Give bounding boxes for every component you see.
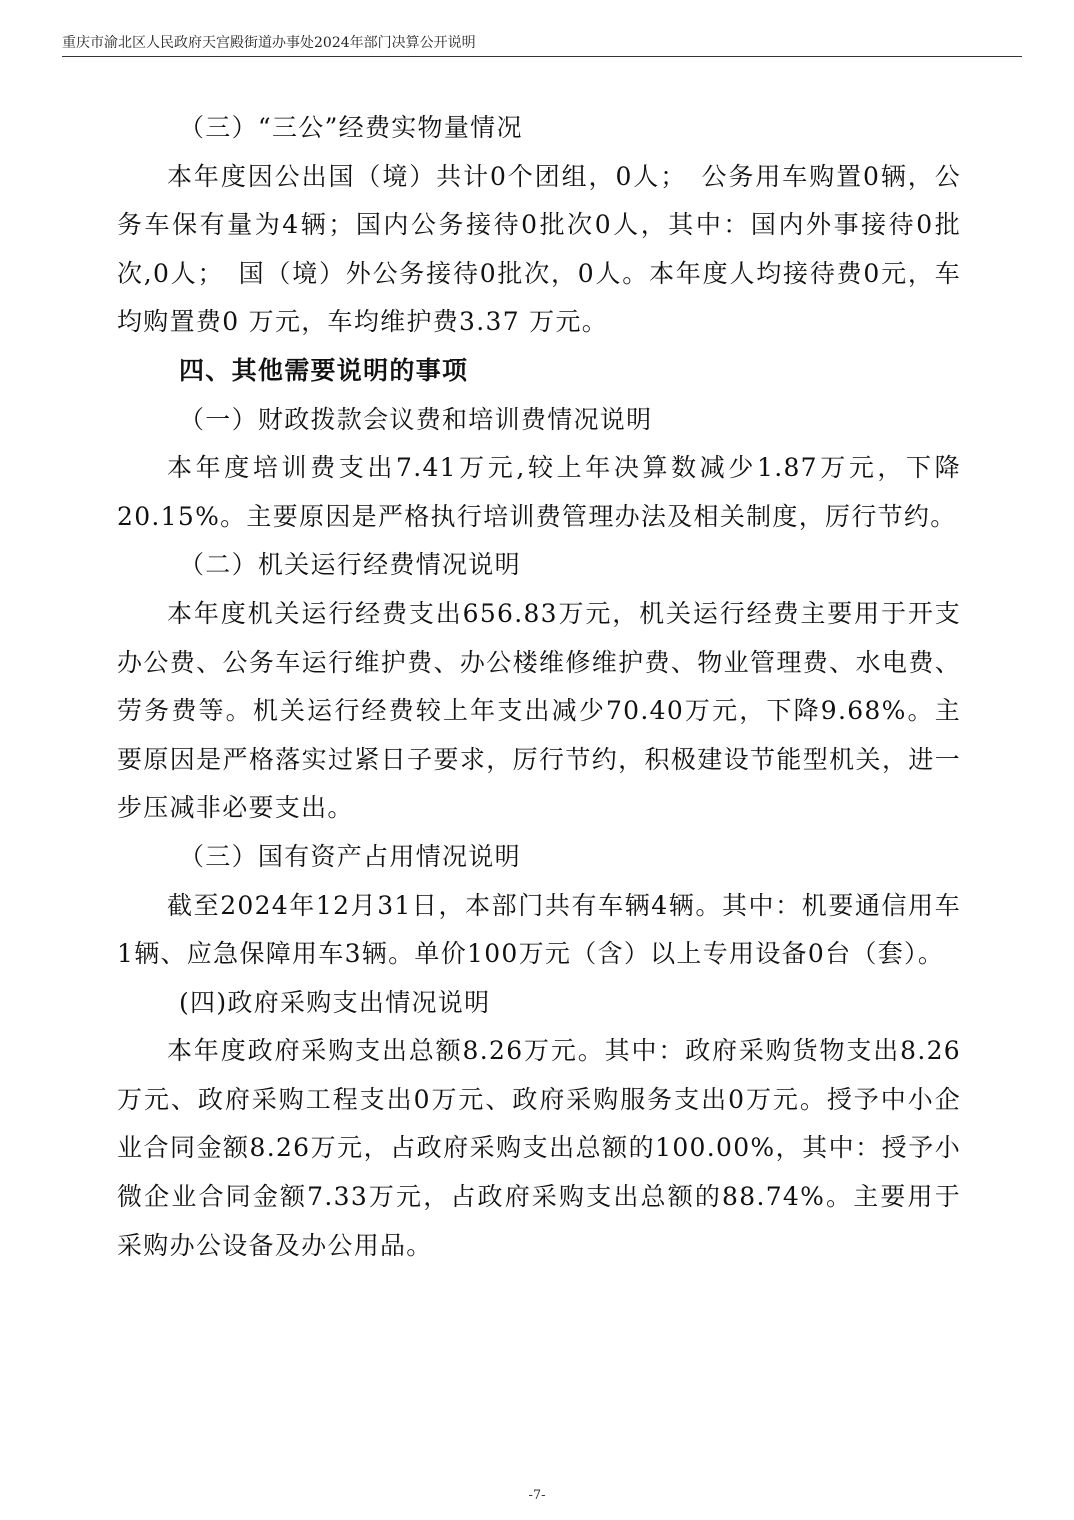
paragraph-meeting-training-fees: 本年度培训费支出7.41万元,较上年决算数减少1.87万元，下降20.15%。主要原因是严格执行培训费管理办法及相关制度，厉行节约。 <box>117 453 961 531</box>
sub-heading-state-assets: （三）国有资产占用情况说明 <box>179 841 521 871</box>
paragraph-operating-expenses: 本年度机关运行经费支出656.83万元，机关运行经费主要用于开支办公费、公务车运行维护费、办公楼维修维护费、物业管理费、水电费、劳务费等。机关运行经费较上年支出减少70.40万元，下降9.68%。主要原因是严格落实过紧日子要求，厉行节约，积极建设节能型机关，进一步压减非必要支出。 <box>117 598 961 823</box>
document-body <box>117 104 961 1270</box>
sub-heading-government-procurement: (四)政府采购支出情况说明 <box>179 987 491 1017</box>
sub-heading-operating-expenses: （二）机关运行经费情况说明 <box>179 550 521 580</box>
header-rule <box>62 56 1022 57</box>
paragraph-state-assets: 截至2024年12月31日，本部门共有车辆4辆。其中：机要通信用车1辆、应急保障用车3辆。单价100万元（含）以上专用设备0台（套）。 <box>117 890 961 969</box>
page-number: -7- <box>528 1488 546 1503</box>
paragraph-three-public-items: 本年度因公出国（境）共计0个团组，0人； 公务用车购置0辆，公务车保有量为4辆；国内公务接待0批次0人，其中：国内外事接待0批次,0人； 国（境）外公务接待0批次，0人。本年度人均接待费0元，车均购置费0 万元，车均维护费3.37 万元。 <box>117 161 961 337</box>
sub-heading-three-public-items: （三）“三公”经费实物量情况 <box>179 113 523 142</box>
section-heading-other-matters: 四、其他需要说明的事项 <box>179 355 469 385</box>
paragraph-government-procurement: 本年度政府采购支出总额8.26万元。其中：政府采购货物支出8.26万元、政府采购工程支出0万元、政府采购服务支出0万元。授予中小企业合同金额8.26万元，占政府采购支出总额的100.00%，其中：授予小微企业合同金额7.33万元，占政府采购支出总额的88.74%。主要用于采购办公设备及办公用品。 <box>117 1036 961 1260</box>
sub-heading-meeting-training-fees: （一）财政拨款会议费和培训费情况说明 <box>179 404 653 434</box>
page-header-title: 重庆市渝北区人民政府天宫殿街道办事处2024年部门决算公开说明 <box>62 35 476 51</box>
